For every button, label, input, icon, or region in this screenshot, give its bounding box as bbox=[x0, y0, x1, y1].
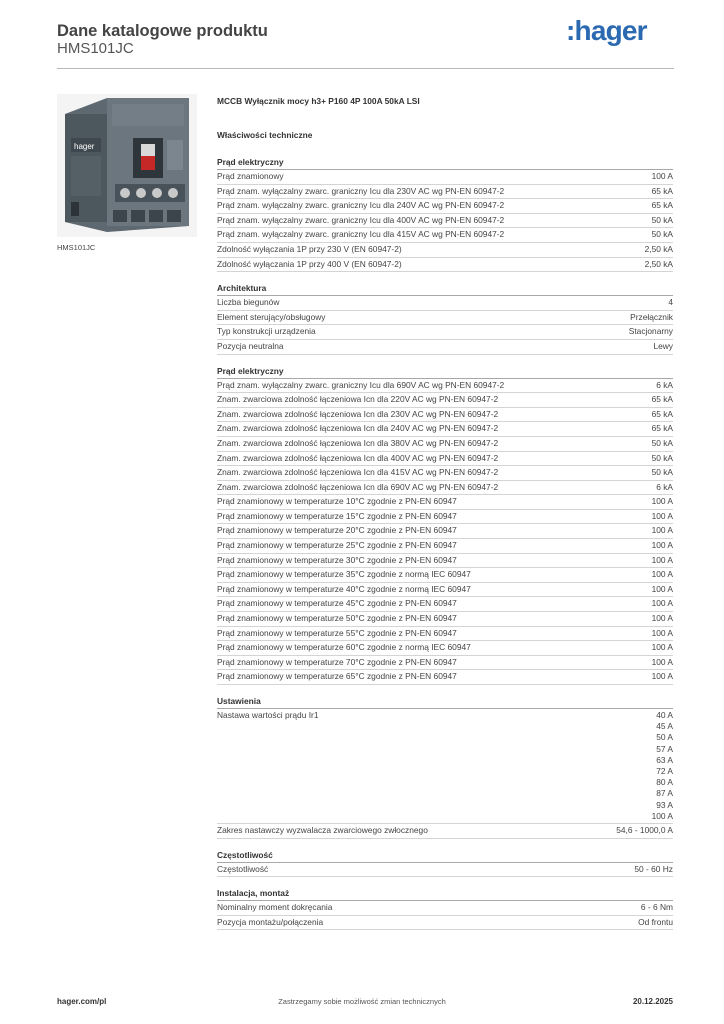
spec-value: 6 - 6 Nm bbox=[640, 902, 673, 913]
spec-label: Prąd znamionowy w temperaturze 60°C zgodnie z normą IEC 60947 bbox=[217, 642, 471, 653]
spec-value: 50 A bbox=[656, 732, 673, 743]
spec-label: Prąd znamionowy w temperaturze 30°C zgodnie z PN-EN 60947 bbox=[217, 554, 457, 565]
spec-row bbox=[217, 258, 673, 273]
spec-value: 50 - 60 Hz bbox=[634, 863, 673, 874]
spec-value: 50 kA bbox=[651, 214, 673, 225]
spec-value: 50 kA bbox=[651, 229, 673, 240]
spec-row bbox=[217, 597, 673, 612]
technical-properties-heading: Właściwości techniczne bbox=[217, 130, 313, 140]
spec-row bbox=[217, 340, 673, 355]
spec-value: 100 A bbox=[651, 510, 673, 521]
spec-row bbox=[217, 524, 673, 539]
spec-label: Prąd znamionowy w temperaturze 20°C zgodnie z PN-EN 60947 bbox=[217, 525, 457, 536]
spec-row bbox=[217, 393, 673, 408]
hager-logo: :hager bbox=[566, 15, 647, 46]
spec-label: Znam. zwarciowa zdolność łączeniowa Icn dla 690V AC wg PN-EN 60947-2 bbox=[217, 481, 499, 492]
spec-label: Prąd znam. wyłączalny zwarc. graniczny Icu dla 230V AC wg PN-EN 60947-2 bbox=[217, 185, 505, 196]
spec-value: Stacjonarny bbox=[628, 326, 673, 337]
spec-value: 100 A bbox=[651, 583, 673, 594]
svg-text:hager: hager bbox=[74, 142, 95, 151]
spec-row bbox=[217, 311, 673, 326]
spec-row bbox=[217, 452, 673, 467]
spec-value: 50 kA bbox=[651, 452, 673, 463]
spec-label: Liczba biegunów bbox=[217, 297, 280, 308]
page-title: Dane katalogowe produktu bbox=[57, 22, 268, 40]
spec-label: Prąd znamionowy w temperaturze 65°C zgodnie z PN-EN 60947 bbox=[217, 671, 457, 682]
product-name: MCCB Wyłącznik mocy h3+ P160 4P 100A 50kA LSI bbox=[217, 96, 420, 106]
spec-row bbox=[217, 495, 673, 510]
spec-value: 54,6 - 1000,0 A bbox=[616, 825, 673, 836]
section-title: Architektura bbox=[217, 282, 673, 296]
spec-value: 50 kA bbox=[651, 467, 673, 478]
spec-label: Nominalny moment dokręcania bbox=[217, 902, 333, 913]
spec-value: 93 A bbox=[656, 799, 673, 810]
spec-label: Pozycja montażu/połączenia bbox=[217, 916, 324, 927]
spec-value: 100 A bbox=[651, 627, 673, 638]
spec-row bbox=[217, 627, 673, 642]
spec-value: 4 bbox=[668, 297, 673, 308]
spec-section bbox=[217, 156, 673, 272]
spec-label: Prąd znamionowy w temperaturze 70°C zgodnie z PN-EN 60947 bbox=[217, 656, 457, 667]
spec-row bbox=[217, 539, 673, 554]
spec-value: 72 A bbox=[656, 766, 673, 777]
spec-row bbox=[217, 656, 673, 671]
spec-row bbox=[217, 612, 673, 627]
spec-value: 100 A bbox=[651, 496, 673, 507]
section-title: Częstotliwość bbox=[217, 849, 673, 863]
spec-value: 65 kA bbox=[651, 423, 673, 434]
spec-value: 100 A bbox=[651, 554, 673, 565]
spec-label: Prąd znam. wyłączalny zwarc. graniczny Icu dla 690V AC wg PN-EN 60947-2 bbox=[217, 379, 505, 390]
spec-section bbox=[217, 282, 673, 354]
spec-label: Zdolność wyłączania 1P przy 230 V (EN 60947-2) bbox=[217, 243, 402, 254]
spec-value: 100 A bbox=[651, 171, 673, 181]
spec-value: 40 A bbox=[656, 710, 673, 720]
spec-row bbox=[217, 325, 673, 340]
spec-value: Lewy bbox=[653, 340, 673, 351]
spec-label: Prąd znamionowy w temperaturze 50°C zgodnie z PN-EN 60947 bbox=[217, 613, 457, 624]
technical-data bbox=[217, 96, 673, 930]
spec-value: 100 A bbox=[651, 810, 673, 821]
spec-value: 2,50 kA bbox=[644, 258, 673, 269]
spec-row bbox=[217, 568, 673, 583]
spec-row bbox=[217, 583, 673, 598]
spec-row bbox=[217, 481, 673, 496]
spec-row bbox=[217, 408, 673, 423]
spec-value: 6 kA bbox=[656, 481, 673, 492]
spec-value: 100 A bbox=[651, 598, 673, 609]
spec-label: Prąd znamionowy w temperaturze 55°C zgodnie z PN-EN 60947 bbox=[217, 627, 457, 638]
spec-row bbox=[217, 170, 673, 185]
footer-website: hager.com/pl bbox=[57, 997, 107, 1006]
sections-container bbox=[217, 156, 673, 930]
spec-section bbox=[217, 887, 673, 930]
circuit-breaker-illustration bbox=[57, 94, 197, 237]
section-title: Ustawienia bbox=[217, 695, 673, 709]
spec-row bbox=[217, 916, 673, 931]
spec-label: Znam. zwarciowa zdolność łączeniowa Icn dla 240V AC wg PN-EN 60947-2 bbox=[217, 423, 499, 434]
spec-row bbox=[217, 228, 673, 243]
spec-row bbox=[217, 296, 673, 311]
spec-label: Prąd znamionowy w temperaturze 10°C zgodnie z PN-EN 60947 bbox=[217, 496, 457, 507]
section-title: Instalacja, montaż bbox=[217, 887, 673, 901]
spec-row bbox=[217, 437, 673, 452]
spec-value: Przełącznik bbox=[630, 311, 673, 322]
spec-value: 65 kA bbox=[651, 200, 673, 211]
spec-row bbox=[217, 554, 673, 569]
spec-row bbox=[217, 466, 673, 481]
spec-label: Prąd znam. wyłączalny zwarc. graniczny Icu dla 400V AC wg PN-EN 60947-2 bbox=[217, 214, 505, 225]
spec-value: 45 A bbox=[656, 721, 673, 732]
spec-label: Znam. zwarciowa zdolność łączeniowa Icn dla 400V AC wg PN-EN 60947-2 bbox=[217, 452, 499, 463]
spec-value: 87 A bbox=[656, 788, 673, 799]
spec-value: 65 kA bbox=[651, 185, 673, 196]
spec-value-list bbox=[652, 709, 673, 823]
spec-label: Prąd znamionowy w temperaturze 15°C zgodnie z PN-EN 60947 bbox=[217, 510, 457, 521]
spec-value: 50 kA bbox=[651, 437, 673, 448]
header-divider bbox=[57, 68, 674, 69]
spec-section bbox=[217, 365, 673, 685]
spec-label: Element sterujący/obsługowy bbox=[217, 311, 326, 322]
spec-label: Prąd znam. wyłączalny zwarc. graniczny Icu dla 240V AC wg PN-EN 60947-2 bbox=[217, 200, 505, 211]
spec-value: 65 kA bbox=[651, 394, 673, 405]
spec-label: Znam. zwarciowa zdolność łączeniowa Icn dla 380V AC wg PN-EN 60947-2 bbox=[217, 437, 499, 448]
spec-row bbox=[217, 510, 673, 525]
spec-value: 65 kA bbox=[651, 408, 673, 419]
spec-row bbox=[217, 422, 673, 437]
footer-disclaimer: Zastrzegamy sobie możliwość zmian technicznych bbox=[278, 997, 446, 1006]
spec-row bbox=[217, 709, 673, 824]
spec-value: 100 A bbox=[651, 525, 673, 536]
spec-label: Znam. zwarciowa zdolność łączeniowa Icn dla 415V AC wg PN-EN 60947-2 bbox=[217, 467, 499, 478]
spec-label: Zdolność wyłączania 1P przy 400 V (EN 60947-2) bbox=[217, 258, 402, 269]
spec-label: Znam. zwarciowa zdolność łączeniowa Icn dla 230V AC wg PN-EN 60947-2 bbox=[217, 408, 499, 419]
spec-value: 2,50 kA bbox=[644, 243, 673, 254]
spec-label: Prąd znamionowy w temperaturze 35°C zgodnie z normą IEC 60947 bbox=[217, 569, 471, 580]
spec-row bbox=[217, 199, 673, 214]
spec-value: 6 kA bbox=[656, 379, 673, 390]
spec-row bbox=[217, 901, 673, 916]
section-title: Prąd elektryczny bbox=[217, 365, 673, 379]
spec-row bbox=[217, 824, 673, 839]
spec-row bbox=[217, 243, 673, 258]
spec-label: Prąd znamionowy w temperaturze 40°C zgodnie z normą IEC 60947 bbox=[217, 583, 471, 594]
spec-value: 100 A bbox=[651, 642, 673, 653]
spec-value: 100 A bbox=[651, 656, 673, 667]
product-image bbox=[57, 94, 197, 237]
spec-value: 80 A bbox=[656, 777, 673, 788]
spec-section bbox=[217, 849, 673, 878]
product-code: HMS101JC bbox=[57, 40, 134, 57]
spec-label: Pozycja neutralna bbox=[217, 340, 284, 351]
spec-row bbox=[217, 670, 673, 685]
spec-label: Prąd znamionowy bbox=[217, 171, 284, 181]
spec-row bbox=[217, 641, 673, 656]
spec-label: Znam. zwarciowa zdolność łączeniowa Icn dla 220V AC wg PN-EN 60947-2 bbox=[217, 394, 499, 405]
photo-caption: HMS101JC bbox=[57, 243, 96, 252]
spec-label: Nastawa wartości prądu Ir1 bbox=[217, 710, 319, 720]
footer-date: 20.12.2025 bbox=[632, 997, 673, 1006]
spec-value: Od frontu bbox=[638, 916, 673, 927]
spec-label: Prąd znamionowy w temperaturze 25°C zgodnie z PN-EN 60947 bbox=[217, 540, 457, 551]
spec-row bbox=[217, 863, 673, 878]
spec-value: 57 A bbox=[656, 743, 673, 754]
spec-value: 63 A bbox=[656, 754, 673, 765]
spec-value: 100 A bbox=[651, 569, 673, 580]
spec-value: 100 A bbox=[651, 671, 673, 682]
spec-row bbox=[217, 214, 673, 229]
spec-label: Prąd znamionowy w temperaturze 45°C zgodnie z PN-EN 60947 bbox=[217, 598, 457, 609]
spec-row bbox=[217, 379, 673, 394]
spec-value: 100 A bbox=[651, 540, 673, 551]
spec-label: Zakres nastawczy wyzwalacza zwarciowego zwłocznego bbox=[217, 825, 428, 836]
spec-section bbox=[217, 695, 673, 839]
spec-row bbox=[217, 185, 673, 200]
spec-value: 100 A bbox=[651, 613, 673, 624]
spec-label: Prąd znam. wyłączalny zwarc. graniczny Icu dla 415V AC wg PN-EN 60947-2 bbox=[217, 229, 505, 240]
spec-label: Częstotliwość bbox=[217, 863, 269, 874]
spec-label: Typ konstrukcji urządzenia bbox=[217, 326, 316, 337]
section-title: Prąd elektryczny bbox=[217, 156, 673, 170]
